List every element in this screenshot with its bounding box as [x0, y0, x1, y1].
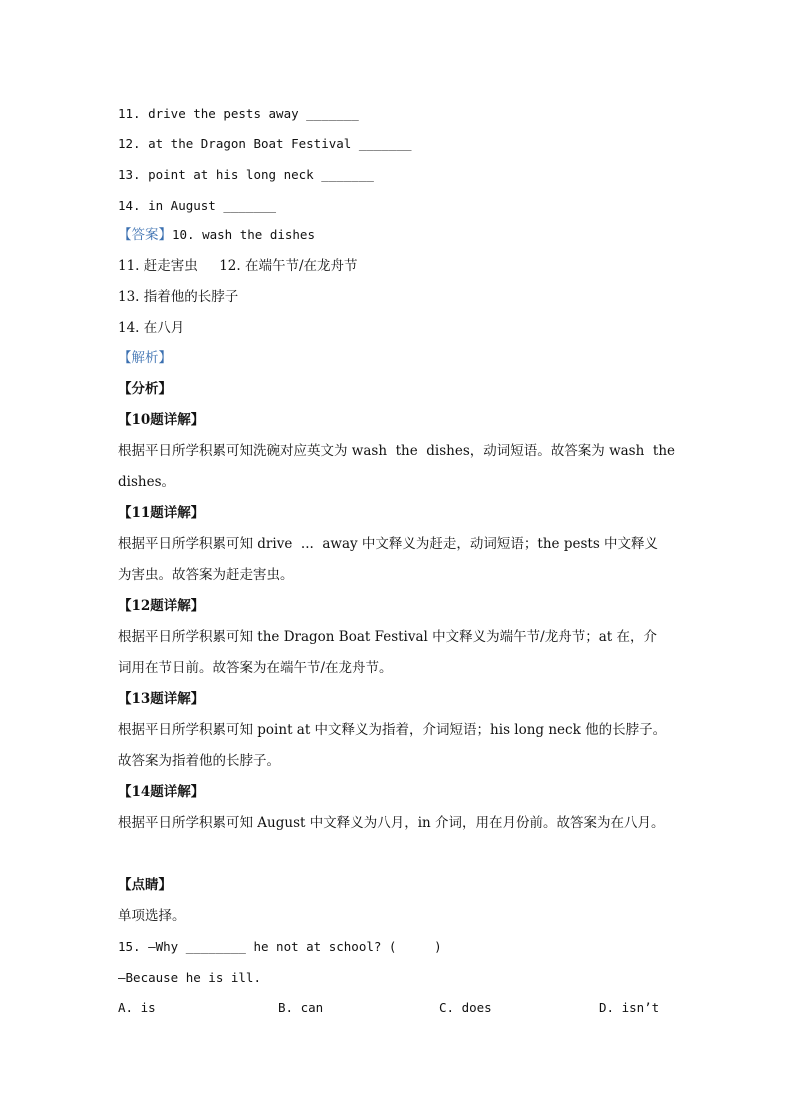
option-d: D. isn’t: [599, 1000, 660, 1015]
answer-line: [118, 225, 315, 245]
detail-13-heading: 【13题详解】: [118, 691, 205, 707]
option-b: B. can: [278, 1000, 324, 1015]
question-11: 11. drive the pests away _______: [118, 106, 359, 121]
answer-tag: 【答案】: [118, 227, 172, 243]
question-12: 12. at the Dragon Boat Festival _______: [118, 136, 412, 151]
answer-11-12: 11. 赶走害虫 12. 在端午节/在龙舟节: [118, 258, 358, 274]
detail-12-heading: 【12题详解】: [118, 598, 205, 614]
answer-13: 13. 指着他的长脖子: [118, 289, 239, 305]
detail-12-text-2: 词用在节日前。故答案为在端午节/在龙舟节。: [118, 660, 393, 676]
detail-10-heading: 【10题详解】: [118, 412, 205, 428]
detail-13-text-2: 故答案为指着他的长脖子。: [118, 753, 280, 769]
question-13: 13. point at his long neck _______: [118, 167, 374, 182]
question-15: 15. —Why ________ he not at school? ( ): [118, 939, 442, 954]
answer-10: 10. wash the dishes: [172, 227, 315, 242]
detail-11-text-1: 根据平日所学积累可知 drive ... away 中文释义为赶走，动词短语；the pests 中文释义: [118, 536, 659, 552]
option-c: C. does: [439, 1000, 492, 1015]
question-14: 14. in August _______: [118, 198, 277, 213]
detail-11-text-2: 为害虫。故答案为赶走害虫。: [118, 567, 294, 583]
answer-14: 14. 在八月: [118, 320, 185, 336]
breakdown-heading: 【分析】: [118, 381, 172, 397]
question-15-reply: —Because he is ill.: [118, 970, 261, 985]
analysis-heading: 【解析】: [118, 350, 172, 366]
detail-14-text: 根据平日所学积累可知 August 中文释义为八月，in 介词，用在月份前。故答案为在八月。: [118, 815, 665, 831]
detail-13-text-1: 根据平日所学积累可知 point at 中文释义为指着，介词短语；his long neck 他的长脖子。: [118, 722, 667, 738]
key-point-heading: 【点睛】: [118, 877, 172, 893]
question-15-options: [0, 998, 786, 1018]
detail-10-text-2: dishes。: [118, 474, 175, 490]
single-choice-label: 单项选择。: [118, 908, 186, 924]
detail-11-heading: 【11题详解】: [118, 505, 205, 521]
detail-14-heading: 【14题详解】: [118, 784, 205, 800]
option-a: A. is: [118, 1000, 156, 1015]
detail-10-text-1: 根据平日所学积累可知洗碗对应英文为 wash the dishes，动词短语。故答案为 wash the: [118, 443, 675, 459]
detail-12-text-1: 根据平日所学积累可知 the Dragon Boat Festival 中文释义为端午节/龙舟节；at 在，介: [118, 629, 657, 645]
